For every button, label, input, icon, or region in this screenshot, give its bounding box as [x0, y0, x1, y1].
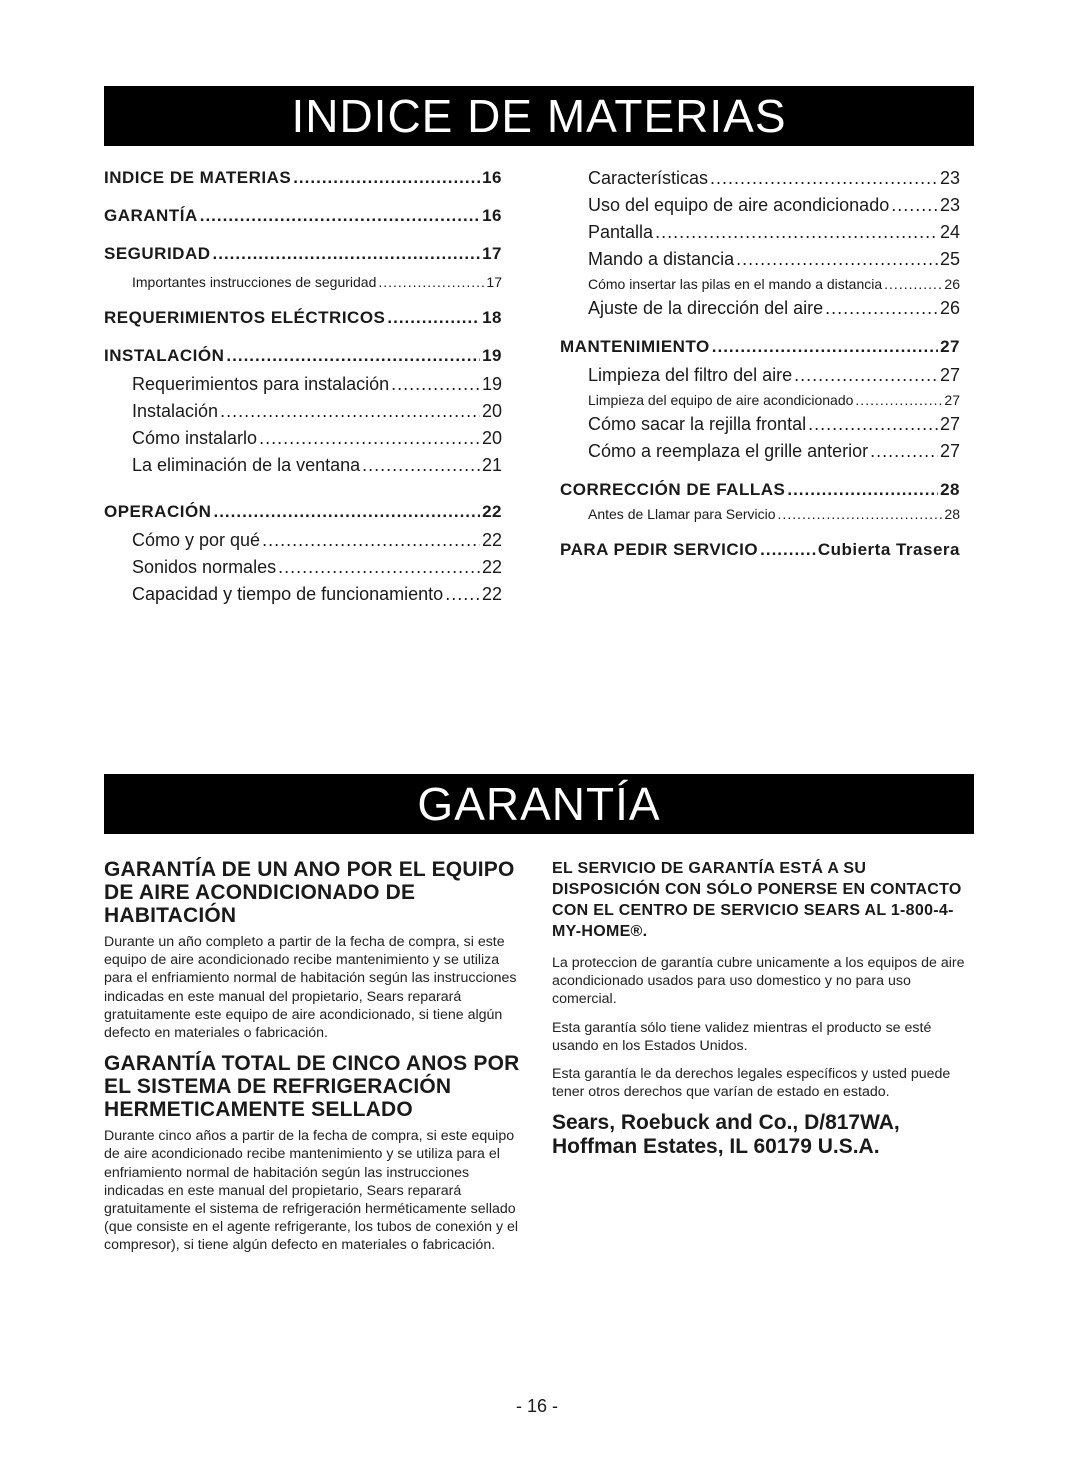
warranty-one-year-body: Durante un año completo a partir de la fecha de compra, si este equipo de aire acondicionado recibe mantenimiento y se utiliza para el enfriamiento normal de habitación según las instrucciones indicadas en este manual del propietario, Sears reparará gratuitamente este equipo de aire acondicionado, si tiene algún defecto en materiales o fabricación.	[104, 934, 517, 1042]
toc-entry-page: 25	[939, 249, 960, 269]
toc-entry-page: 22	[481, 530, 502, 550]
toc-entry	[560, 276, 960, 292]
toc-entry-label: Antes de Llamar para Servicio	[588, 506, 776, 522]
toc-entry	[560, 392, 960, 408]
toc-entry	[560, 365, 960, 386]
toc-entry-label: Limpieza del equipo de aire acondicionado	[588, 392, 854, 408]
warranty-five-year-body: Durante cinco años a partir de la fecha de compra, si este equipo de aire acondicionado recibe mantenimiento y se utiliza para el enfriamiento normal de habitación según las instrucciones indicadas en este manual del propietario, Sears reparará gratuitamente el sistema de refrigeración herméticamente sellado (que consiste en el agente refrigerante, los tubos de conexión y el compresor), si tiene algún defecto en materiales o fabricación.	[104, 1128, 519, 1254]
toc-entry	[104, 244, 502, 264]
toc-entry-label: Sonidos normales	[132, 557, 277, 577]
toc-entry-page: 28	[944, 506, 960, 522]
toc-entry	[560, 414, 960, 435]
toc-dot-leader	[387, 308, 480, 328]
toc-dot-leader	[213, 244, 481, 264]
toc-entry-page: 21	[481, 455, 502, 475]
toc-entry-label: Cómo y por qué	[132, 530, 261, 550]
toc-entry-page: 23	[939, 168, 960, 188]
toc-entry-page: 20	[481, 401, 502, 421]
toc-entry	[560, 298, 960, 319]
toc-entry-page: 27	[944, 392, 960, 408]
toc-entry-label: PARA PEDIR SERVICIO	[560, 540, 759, 559]
toc-entry-page: 26	[939, 298, 960, 318]
toc-dot-leader	[808, 414, 938, 435]
toc-entry	[104, 274, 502, 290]
toc-entry-page: 17	[486, 274, 502, 290]
toc-entry	[104, 455, 502, 476]
toc-dot-leader	[220, 401, 480, 422]
toc-dot-leader	[794, 365, 938, 386]
toc-dot-leader	[778, 506, 943, 522]
warranty-one-year-heading: GARANTÍA DE UN ANO POR EL EQUIPO DE AIRE ACONDICIONADO DE HABITACIÓN	[104, 858, 515, 927]
toc-dot-leader	[787, 480, 938, 500]
toc-dot-leader	[870, 441, 938, 462]
toc-entry	[104, 346, 502, 366]
warranty-coverage-paragraph: La proteccion de garantía cubre unicamente a los equipos de aire acondicionado usados para uso domestico y no para uso comercial.	[552, 955, 965, 1008]
warranty-banner-title: GARANTÍA	[104, 774, 974, 834]
toc-entry-label: Mando a distancia	[588, 249, 735, 269]
toc-entry	[560, 168, 960, 189]
toc-dot-leader	[262, 530, 480, 551]
toc-entry-page: 24	[939, 222, 960, 242]
toc-entry	[104, 502, 502, 522]
toc-entry-label: OPERACIÓN	[104, 502, 212, 521]
toc-entry	[560, 195, 960, 216]
toc-entry-page: 18	[482, 308, 502, 327]
toc-entry-label: INDICE DE MATERIAS	[104, 168, 292, 187]
toc-entry-label: Requerimientos para instalación	[132, 374, 390, 394]
toc-banner-title: INDICE DE MATERIAS	[104, 86, 974, 146]
toc-entry-page: 19	[481, 374, 502, 394]
toc-entry-label: Uso del equipo de aire acondicionado	[588, 195, 890, 215]
toc-dot-leader	[655, 222, 938, 243]
toc-entry-page: 22	[482, 502, 502, 521]
toc-dot-leader	[445, 584, 480, 605]
toc-entry-label: Cómo a reemplaza el grille anterior	[588, 441, 869, 461]
toc-entry	[560, 506, 960, 522]
toc-entry-label: Importantes instrucciones de seguridad	[132, 274, 377, 290]
toc-dot-leader	[378, 274, 484, 290]
toc-entry-label: Características	[588, 168, 709, 188]
toc-entry	[104, 557, 502, 578]
toc-entry	[560, 337, 960, 357]
toc-dot-leader	[884, 276, 942, 292]
toc-entry	[104, 584, 502, 605]
toc-entry-page: 27	[940, 337, 960, 356]
toc-entry	[560, 441, 960, 462]
toc-entry-label: Pantalla	[588, 222, 654, 242]
toc-dot-leader	[391, 374, 480, 395]
toc-dot-leader	[278, 557, 480, 578]
toc-entry-page: 27	[939, 365, 960, 385]
toc-right-column	[560, 168, 960, 560]
toc-entry	[104, 374, 502, 395]
toc-entry	[104, 530, 502, 551]
toc-dot-leader	[259, 428, 480, 449]
toc-entry-page: 16	[482, 206, 502, 225]
toc-entry-label: Limpieza del filtro del aire	[588, 365, 793, 385]
warranty-service-heading: EL SERVICIO DE GARANTÍA ESTÁ A SU DISPOSICIÓN CON SÓLO PONERSE EN CONTACTO CON EL CENTRO DE SERVICIO SEARS AL 1-800-4-MY-HOME®.	[552, 860, 962, 940]
warranty-right-column	[552, 858, 972, 1159]
sears-address: Sears, Roebuck and Co., D/817WA, Hoffman Estates, IL 60179 U.S.A.	[552, 1111, 900, 1159]
toc-entry	[104, 206, 502, 226]
toc-dot-leader	[855, 392, 942, 408]
toc-dot-leader	[362, 455, 480, 476]
toc-entry-page: 17	[482, 244, 502, 263]
toc-entry-label: La eliminación de la ventana	[132, 455, 361, 475]
toc-entry-label: SEGURIDAD	[104, 244, 211, 263]
toc-entry	[560, 249, 960, 270]
warranty-validity-paragraph: Esta garantía sólo tiene validez mientras el producto se esté usando en los Estados Unidos.	[552, 1019, 932, 1054]
toc-entry-label: Instalación	[132, 401, 219, 421]
toc-dot-leader	[293, 168, 480, 188]
toc-entry	[104, 401, 502, 422]
toc-dot-leader	[200, 206, 480, 226]
toc-dot-leader	[710, 168, 938, 189]
toc-dot-leader	[712, 337, 938, 357]
toc-entry	[104, 428, 502, 449]
toc-entry-label: GARANTÍA	[104, 206, 198, 225]
toc-entry	[104, 308, 502, 328]
toc-entry-label: INSTALACIÓN	[104, 346, 225, 365]
toc-left-column	[104, 168, 502, 605]
toc-entry-label: Ajuste de la dirección del aire	[588, 298, 824, 318]
toc-entry-page: 16	[482, 168, 502, 187]
toc-entry	[560, 480, 960, 500]
toc-dot-leader	[736, 249, 938, 270]
toc-entry-page: 27	[939, 414, 960, 434]
toc-entry-label: REQUERIMIENTOS ELÉCTRICOS	[104, 308, 386, 327]
toc-entry-label: Capacidad y tiempo de funcionamiento	[132, 584, 444, 604]
toc-dot-leader	[760, 540, 816, 560]
toc-entry-page: 23	[939, 195, 960, 215]
toc-dot-leader	[891, 195, 938, 216]
toc-entry-label: Cómo insertar las pilas en el mando a distancia	[588, 276, 883, 292]
toc-entry-page: 27	[939, 441, 960, 461]
toc-entry-label: Cómo instalarlo	[132, 428, 258, 448]
warranty-left-column	[104, 858, 522, 1263]
warranty-five-year-heading: GARANTÍA TOTAL DE CINCO ANOS POR EL SISTEMA DE REFRIGERACIÓN HERMETICAMENTE SELLADO	[104, 1052, 520, 1122]
toc-entry	[104, 168, 502, 188]
toc-dot-leader	[213, 502, 480, 522]
toc-entry	[560, 540, 960, 560]
toc-entry-page: 20	[481, 428, 502, 448]
toc-entry-page: 26	[944, 276, 960, 292]
warranty-rights-paragraph: Esta garantía le da derechos legales específicos y usted puede tener otros derechos que varían de estado en estado.	[552, 1066, 951, 1101]
toc-entry-label: CORRECCIÓN DE FALLAS	[560, 480, 786, 499]
toc-entry-label: Cómo sacar la rejilla frontal	[588, 414, 807, 434]
toc-dot-leader	[226, 346, 480, 366]
toc-entry-page: 22	[481, 557, 502, 577]
toc-entry	[560, 222, 960, 243]
toc-entry-label: MANTENIMIENTO	[560, 337, 710, 356]
toc-entry-page: 28	[940, 480, 960, 499]
toc-dot-leader	[825, 298, 938, 319]
toc-entry-page: Cubierta Trasera	[817, 540, 960, 559]
toc-entry-page: 19	[482, 346, 502, 365]
toc-entry-page: 22	[481, 584, 502, 604]
page-number: - 16 -	[515, 1396, 558, 1416]
